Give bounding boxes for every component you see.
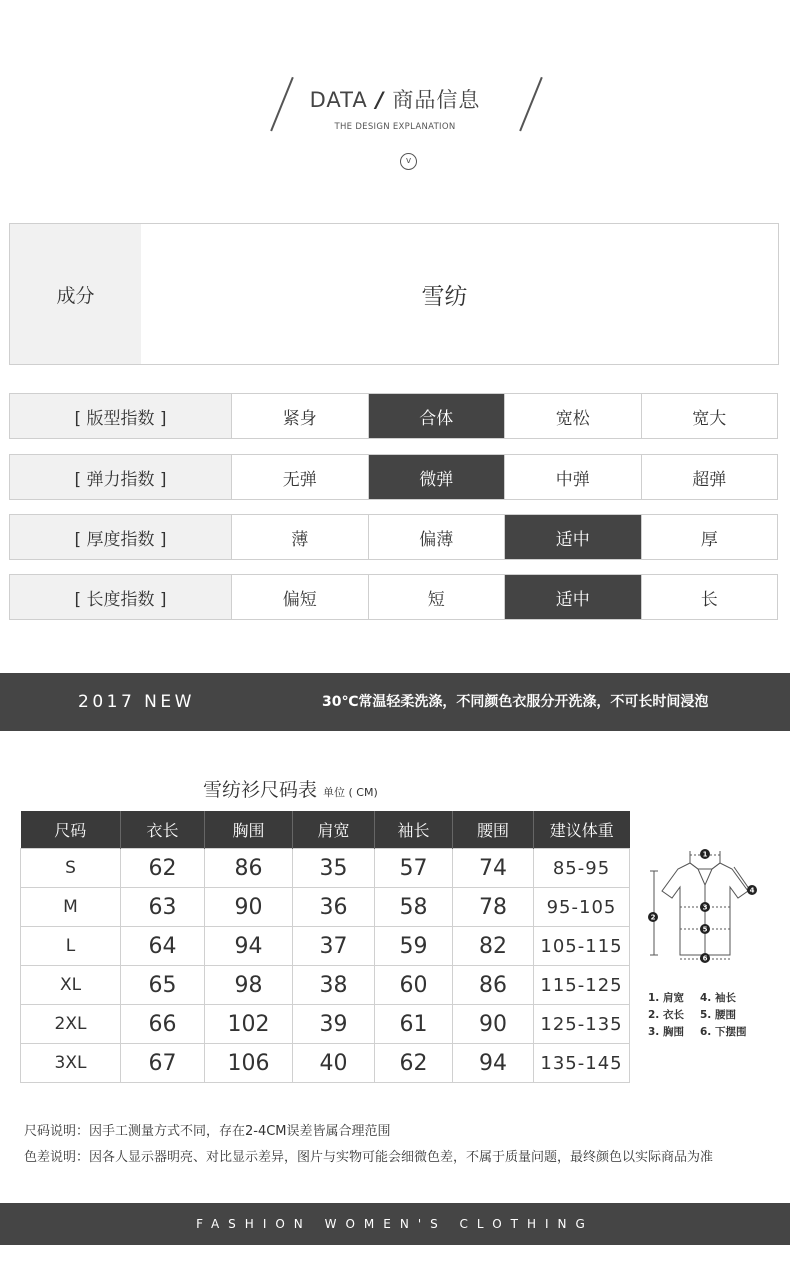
material-label: 成分 (10, 224, 141, 364)
table-cell: 82 (453, 927, 534, 966)
index-option: 紧身 (232, 394, 369, 438)
diagram-marker-label: 4 (749, 886, 755, 895)
table-cell: XL (21, 966, 121, 1005)
table-cell: 125-135 (534, 1005, 630, 1044)
index-row-fit (9, 393, 778, 439)
chevron-down-icon: v (400, 153, 417, 170)
table-cell: 64 (121, 927, 205, 966)
footer-text: FASHION WOMEN'S CLOTHING (196, 1217, 594, 1231)
table-cell: 95-105 (534, 888, 630, 927)
table-cell: 86 (453, 966, 534, 1005)
index-option-selected: 微弹 (369, 455, 506, 499)
table-row (21, 927, 630, 966)
material-value: 雪纺 (421, 283, 468, 310)
table-row (21, 849, 630, 888)
size-table-title-text: 雪纺衫尺码表 (203, 779, 318, 801)
table-cell: 102 (205, 1005, 293, 1044)
table-cell: 90 (453, 1005, 534, 1044)
care-banner (0, 673, 790, 731)
table-cell: 90 (205, 888, 293, 927)
column-header: 腰围 (453, 811, 534, 849)
table-cell: 35 (293, 849, 375, 888)
table-cell: 135-145 (534, 1044, 630, 1083)
table-cell: 78 (453, 888, 534, 927)
table-cell: 2XL (21, 1005, 121, 1044)
legend-row (648, 1024, 778, 1041)
index-option: 厚 (642, 515, 778, 559)
index-label: [ 长度指数 ] (10, 575, 232, 619)
diagram-marker-label: 3 (702, 903, 708, 912)
index-option: 薄 (232, 515, 369, 559)
table-cell: 106 (205, 1044, 293, 1083)
material-box (9, 223, 779, 365)
table-cell: 3XL (21, 1044, 121, 1083)
diagram-marker-label: 5 (702, 925, 708, 934)
column-header: 胸围 (205, 811, 293, 849)
index-label: [ 弹力指数 ] (10, 455, 232, 499)
table-row (21, 966, 630, 1005)
index-option-selected: 适中 (505, 575, 642, 619)
legend-item: 5. 腰围 (700, 1009, 736, 1021)
table-row (21, 888, 630, 927)
legend-item: 2. 衣长 (648, 1009, 684, 1021)
index-option: 中弹 (505, 455, 642, 499)
index-option: 长 (642, 575, 778, 619)
index-option: 偏薄 (369, 515, 506, 559)
table-cell: 86 (205, 849, 293, 888)
legend-item: 4. 袖长 (700, 992, 736, 1004)
size-table (20, 811, 630, 1083)
table-cell: M (21, 888, 121, 927)
table-cell: 39 (293, 1005, 375, 1044)
diagram-marker-label: 6 (702, 954, 708, 963)
index-option-selected: 适中 (505, 515, 642, 559)
section-title (0, 84, 790, 114)
index-row-length (9, 574, 778, 620)
size-table-header-row (21, 811, 630, 849)
table-row (21, 1005, 630, 1044)
table-cell: 59 (375, 927, 453, 966)
section-title-separator: / (375, 88, 385, 112)
section-title-en: DATA (309, 88, 368, 112)
table-cell: 67 (121, 1044, 205, 1083)
diagram-marker-label: 1 (702, 850, 708, 859)
banner-year-label: 2017 NEW (78, 692, 195, 712)
table-cell: S (21, 849, 121, 888)
index-option: 无弹 (232, 455, 369, 499)
index-row-elasticity (9, 454, 778, 500)
table-cell: 60 (375, 966, 453, 1005)
legend-item: 6. 下摆围 (700, 1026, 747, 1038)
table-cell: 58 (375, 888, 453, 927)
index-option: 偏短 (232, 575, 369, 619)
index-option: 宽大 (642, 394, 778, 438)
index-option-selected: 合体 (369, 394, 506, 438)
table-cell: 61 (375, 1005, 453, 1044)
table-row (21, 1044, 630, 1083)
index-label: [ 厚度指数 ] (10, 515, 232, 559)
banner-care-text: 30℃常温轻柔洗涤，不同颜色衣服分开洗涤，不可长时间浸泡 (322, 694, 709, 710)
legend-row (648, 1007, 778, 1024)
table-cell: 38 (293, 966, 375, 1005)
table-cell: L (21, 927, 121, 966)
column-header: 肩宽 (293, 811, 375, 849)
section-subtitle: THE DESIGN EXPLANATION (334, 122, 456, 132)
column-header: 袖长 (375, 811, 453, 849)
table-cell: 63 (121, 888, 205, 927)
legend-item: 1. 肩宽 (648, 992, 684, 1004)
table-cell: 94 (205, 927, 293, 966)
table-cell: 62 (121, 849, 205, 888)
index-option: 短 (369, 575, 506, 619)
table-cell: 65 (121, 966, 205, 1005)
table-cell: 36 (293, 888, 375, 927)
table-cell: 62 (375, 1044, 453, 1083)
column-header: 衣长 (121, 811, 205, 849)
table-cell: 115-125 (534, 966, 630, 1005)
table-cell: 40 (293, 1044, 375, 1083)
shirt-measurement-diagram (640, 843, 770, 971)
size-table-unit: 单位 ( CM) (323, 786, 378, 799)
section-title-cn: 商品信息 (392, 88, 481, 112)
size-note: 尺码说明：因手工测量方式不同，存在2-4CM误差皆属合理范围 (24, 1124, 391, 1139)
index-label: [ 版型指数 ] (10, 394, 232, 438)
table-cell: 57 (375, 849, 453, 888)
size-table-title (203, 775, 378, 802)
table-cell: 98 (205, 966, 293, 1005)
legend-row (648, 990, 778, 1007)
table-cell: 74 (453, 849, 534, 888)
legend-item: 3. 胸围 (648, 1026, 684, 1038)
table-cell: 105-115 (534, 927, 630, 966)
diagram-legend (648, 990, 778, 1041)
column-header: 尺码 (21, 811, 121, 849)
color-note: 色差说明：因各人显示器明亮、对比显示差异，图片与实物可能会细微色差，不属于质量问题，最终颜色以实际商品为准 (24, 1150, 714, 1165)
column-header: 建议体重 (534, 811, 630, 849)
table-cell: 85-95 (534, 849, 630, 888)
diagram-marker-label: 2 (650, 913, 656, 922)
index-row-thickness (9, 514, 778, 560)
table-cell: 66 (121, 1005, 205, 1044)
table-cell: 37 (293, 927, 375, 966)
footer-banner (0, 1203, 790, 1245)
index-option: 宽松 (505, 394, 642, 438)
index-option: 超弹 (642, 455, 778, 499)
table-cell: 94 (453, 1044, 534, 1083)
